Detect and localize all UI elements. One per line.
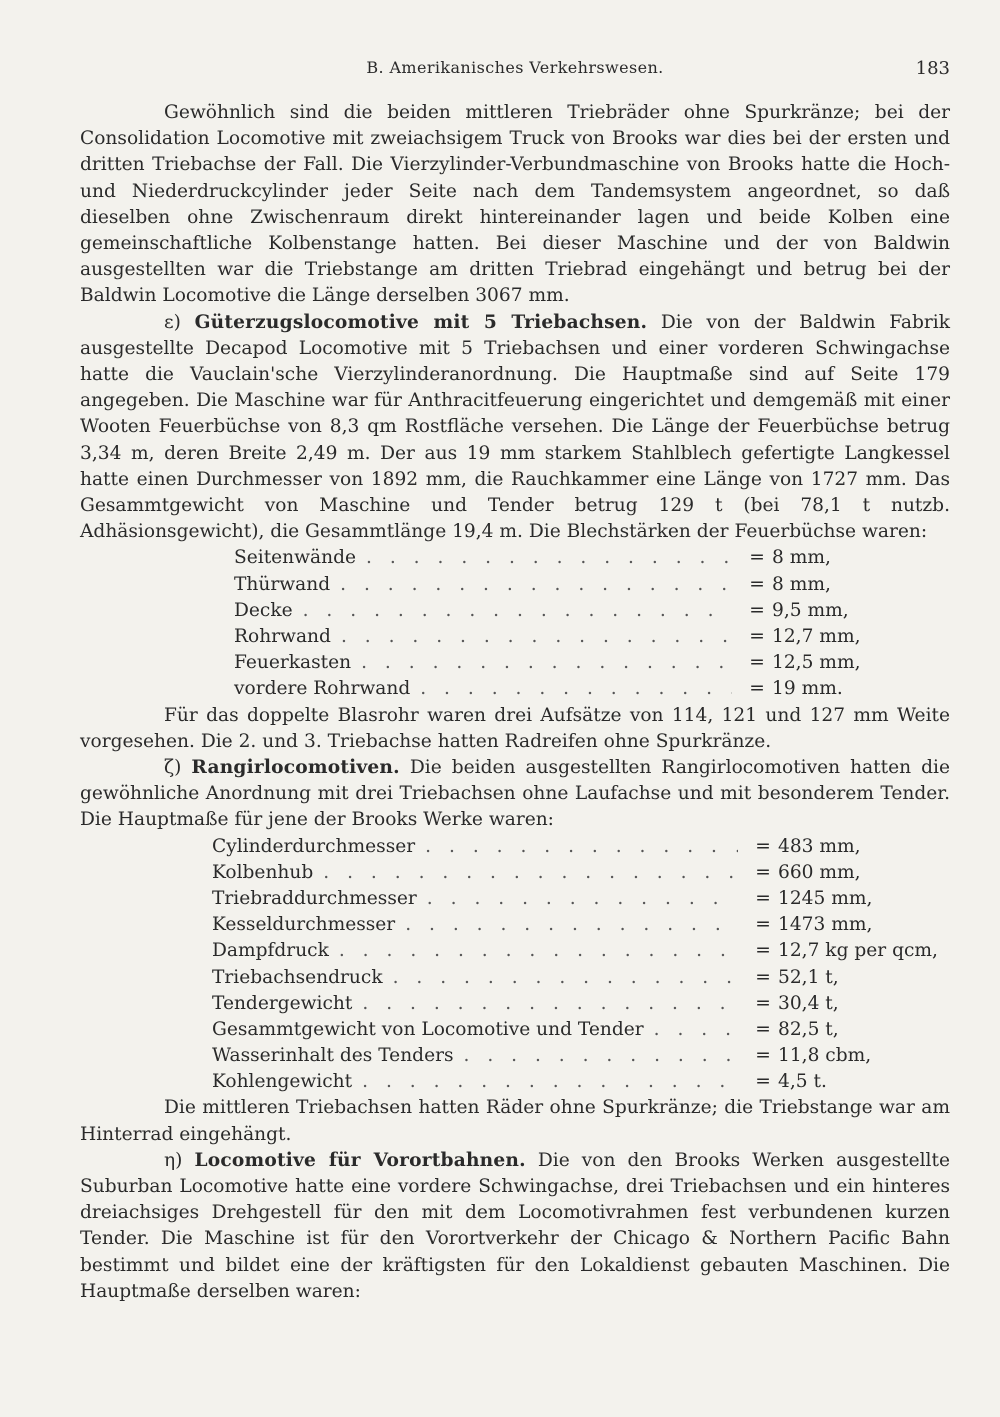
row-value: 9,5 mm, — [772, 599, 849, 621]
table-row — [212, 991, 932, 1017]
section-heading: Rangirlocomotiven. — [191, 756, 400, 778]
equals-sign: = — [749, 547, 765, 569]
row-label: Kohlengewicht — [212, 1071, 353, 1093]
dot-leader — [405, 912, 738, 938]
equals-sign: = — [755, 966, 771, 988]
equals-sign: = — [749, 678, 765, 700]
row-value: 8 mm, — [772, 573, 831, 595]
row-value: 19 mm. — [772, 678, 843, 700]
row-value: 12,7 mm, — [772, 626, 861, 648]
row-label: Triebachsendruck — [212, 966, 383, 988]
row-value: 12,7 kg per qcm, — [778, 940, 938, 962]
row-label: Wasserinhalt des Tenders — [212, 1045, 454, 1067]
equals-sign: = — [755, 940, 771, 962]
dot-leader — [464, 1043, 739, 1069]
equals-sign: = — [755, 1045, 771, 1067]
row-label: Dampfdruck — [212, 940, 329, 962]
row-label: Cylinderdurchmesser — [212, 835, 416, 857]
hauptmasse-table — [212, 834, 938, 1096]
row-label: Feuerkasten — [234, 652, 352, 674]
section-heading: Locomotive für Vorortbahnen. — [194, 1149, 526, 1171]
row-value: 12,5 mm, — [772, 652, 861, 674]
row-value: 52,1 t, — [778, 966, 839, 988]
row-label: Thürwand — [234, 573, 331, 595]
table-row — [212, 1017, 932, 1043]
table-row — [234, 598, 874, 624]
table-row — [212, 886, 932, 912]
row-value: 1245 mm, — [778, 887, 873, 909]
row-label: Decke — [234, 599, 293, 621]
dot-leader — [654, 1017, 738, 1043]
equals-sign: = — [755, 861, 771, 883]
equals-sign: = — [755, 835, 771, 857]
row-value: 1473 mm, — [778, 914, 873, 936]
row-label: Rohrwand — [234, 626, 331, 648]
table-row — [212, 912, 932, 938]
table-row — [212, 834, 932, 860]
row-label: Seitenwände — [234, 547, 357, 569]
row-label: Kolbenhub — [212, 861, 314, 883]
equals-sign: = — [755, 1071, 771, 1093]
dot-leader — [340, 572, 732, 598]
dot-leader — [420, 676, 732, 702]
row-value: 82,5 t, — [778, 1018, 839, 1040]
row-label: vordere Rohrwand — [234, 678, 411, 700]
section-marker: η) — [164, 1149, 183, 1171]
table-row — [234, 545, 874, 571]
row-value: 11,8 cbm, — [778, 1045, 872, 1067]
blechstaerken-table — [234, 545, 874, 702]
equals-sign: = — [755, 914, 771, 936]
paragraph-triebraeder: Gewöhnlich sind die beiden mittleren Triebräder ohne Spurkränze; bei der Consolidation Locomotive mit zweiachsigem Truck von Brooks war dies bei der ersten und dritten Triebachse der Fall. Die Vierzylinder-Verbundmaschine von Brooks hatte die Hoch- und Niederdruckcylinder jeder Seite nach dem Tandemsystem angeordnet, so daß dieselben ohne Zwischenraum direkt hintereinander lagen und beide Kolben eine gemeinschaftliche Kolbenstange hatten. Bei dieser Maschine und der von Baldwin ausgestellten war die Triebstange am dritten Triebrad eingehängt und betrug bei der Baldwin Locomotive die Länge derselben 3067 mm. — [80, 102, 950, 307]
dot-leader — [362, 1069, 738, 1095]
page-number: 183 — [915, 58, 950, 79]
row-label: Tendergewicht — [212, 992, 353, 1014]
dot-leader — [339, 938, 738, 964]
section-marker: ζ) — [164, 756, 182, 778]
paragraph-blasrohr: Für das doppelte Blasrohr waren drei Aufsätze von 114, 121 und 127 mm Weite vorgesehen. Die 2. und 3. Triebachse hatten Radreifen ohne Spurkränze. — [80, 704, 950, 752]
equals-sign: = — [755, 1018, 771, 1040]
section-text: Die von den Brooks Werken ausgestellte Suburban Locomotive hatte eine vordere Schwingachse, drei Triebachsen und ein hinteres dreiachsiges Drehgestell für den mit dem Locomotivrahmen fest verbundenen kurzen Tender. Die Maschine ist für den Vorortverkehr der Chicago & Northern Pacific Bahn bestimmt und bildet eine der kräftigsten für den Lokaldienst gebauten Maschinen. Die Hauptmaße derselben waren: — [80, 1149, 950, 1302]
dot-leader — [361, 650, 732, 676]
row-value: 30,4 t, — [778, 992, 839, 1014]
row-value: 660 mm, — [778, 861, 861, 883]
row-label: Kesseldurchmesser — [212, 914, 396, 936]
row-label: Triebraddurchmesser — [212, 887, 417, 909]
table-row — [234, 624, 874, 650]
equals-sign: = — [749, 573, 765, 595]
section-epsilon — [80, 310, 950, 546]
equals-sign: = — [755, 992, 771, 1014]
table-row — [212, 1069, 932, 1095]
dot-leader — [323, 860, 738, 886]
dot-leader — [366, 545, 732, 571]
dot-leader — [427, 886, 738, 912]
dot-leader — [393, 965, 738, 991]
table-row — [234, 572, 874, 598]
page-header — [80, 58, 950, 82]
running-title: B. Amerikanisches Verkehrswesen. — [366, 58, 664, 77]
table-row — [234, 650, 874, 676]
table-row — [234, 676, 874, 702]
row-value: 8 mm, — [772, 547, 831, 569]
page-body — [80, 100, 950, 1305]
paragraph-mittleren: Die mittleren Triebachsen hatten Räder ohne Spurkränze; die Triebstange war am Hinterrad eingehängt. — [80, 1097, 950, 1145]
dot-leader — [425, 834, 738, 860]
section-zeta — [80, 755, 950, 834]
dot-leader — [303, 598, 732, 624]
section-heading: Güterzugslocomotive mit 5 Triebachsen. — [194, 311, 648, 333]
equals-sign: = — [749, 626, 765, 648]
section-eta — [80, 1148, 950, 1305]
equals-sign: = — [749, 599, 765, 621]
equals-sign: = — [755, 887, 771, 909]
equals-sign: = — [749, 652, 765, 674]
table-row — [212, 860, 932, 886]
table-row — [212, 1043, 932, 1069]
row-value: 4,5 t. — [778, 1071, 827, 1093]
section-text: Die von der Baldwin Fabrik ausgestellte Decapod Locomotive mit 5 Triebachsen und einer vorderen Schwingachse hatte die Vauclain'sche Vierzylinderanordnung. Die Hauptmaße sind auf Seite 179 angegeben. Die Maschine war für Anthracitfeuerung eingerichtet und demgemäß mit einer Wooten Feuerbüchse von 8,3 qm Rostfläche versehen. Die Länge der Feuerbüchse betrug 3,34 m, deren Breite 2,49 m. Der aus 19 mm starkem Stahlblech gefertigte Langkessel hatte einen Durchmesser von 1892 mm, die Rauchkammer eine Länge von 1727 mm. Das Gesammtgewicht von Maschine und Tender betrug 129 t (bei 78,1 t nutzb. Adhäsionsgewicht), die Gesammtlänge 19,4 m. Die Blechstärken der Feuerbüchse waren: — [80, 311, 950, 543]
section-marker: ε) — [164, 311, 181, 333]
dot-leader — [362, 991, 738, 1017]
table-row — [212, 938, 938, 964]
dot-leader — [341, 624, 732, 650]
table-row — [212, 965, 932, 991]
row-label: Gesammtgewicht von Locomotive und Tender — [212, 1018, 644, 1040]
section-text: Die beiden ausgestellten Rangirlocomotiven hatten die gewöhnliche Anordnung mit drei Triebachsen ohne Laufachse und mit besonderem Tender. Die Hauptmaße für jene der Brooks Werke waren: — [80, 756, 950, 831]
row-value: 483 mm, — [778, 835, 861, 857]
